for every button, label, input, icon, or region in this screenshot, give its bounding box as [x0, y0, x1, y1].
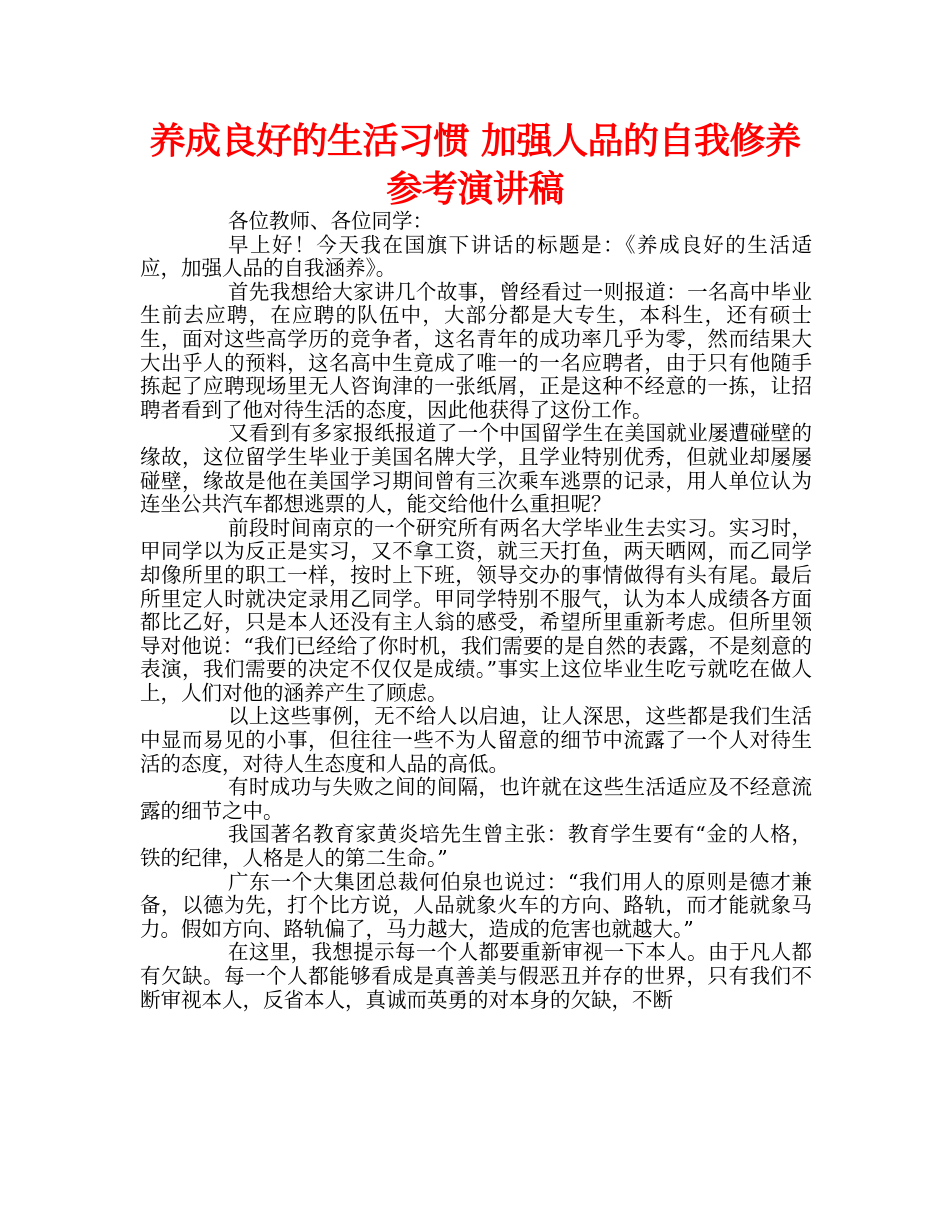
title-line-2: 参考演讲稿 [386, 169, 564, 210]
paragraph-quote-he: 广东一个大集团总裁何伯泉也说过：“我们用人的原则是德才兼备，以德为先，打个比方说，人品就象火车的方向、路轨，而才能就象马力。假如方向、路轨偏了，马力越大，造成的危害也就越大。” [140, 869, 812, 941]
paragraph-story-2: 又看到有多家报纸报道了一个中国留学生在美国就业屡遭碰壁的缘故，这位留学生毕业于美国名牌大学，且学业特别优秀，但就业却屡屡碰壁，缘故是他在美国学习期间曾有三次乘车逃票的记录，用人单位认为连坐公共汽车都想逃票的人，能交给他什么重担呢？ [140, 421, 812, 517]
paragraph-reflection: 以上这些事例，无不给人以启迪，让人深思，这些都是我们生活中显而易见的小事，但往往一些不为人留意的细节中流露了一个人对待生活的态度，对待人生态度和人品的高低。 [140, 704, 812, 776]
title-line-1: 养成良好的生活习惯 加强人品的自我修养 [149, 121, 801, 162]
paragraph-quote-huang: 我国著名教育家黄炎培先生曾主张：教育学生要有“金的人格，铁的纪律，人格是人的第二生命。” [140, 822, 812, 871]
paragraph-story-3: 前段时间南京的一个研究所有两名大学毕业生去实习。实习时，甲同学以为反正是实习，又不拿工资，就三天打鱼，两天晒网，而乙同学却像所里的职工一样，按时上下班，领导交办的事情做得有头有尾。最后所里定人时就决定录用乙同学。甲同学特别不服气，认为本人成绩各方面都比乙好，只是本人还没有主人翁的感受，希望所里重新考虑。但所里领导对他说：“我们已经给了你时机，我们需要的是自然的表露，不是刻意的表演，我们需要的决定不仅仅是成绩。”事实上这位毕业生吃亏就吃在做人上，人们对他的涵养产生了顾虑。 [140, 515, 812, 705]
paragraph-story-1: 首先我想给大家讲几个故事，曾经看过一则报道：一名高中毕业生前去应聘，在应聘的队伍中，大部分都是大专生，本科生，还有硕士生，面对这些高学历的竞争者，这名青年的成功率几乎为零，然而结果大大出乎人的预料，这名高中生竟成了唯一的一名应聘者，由于只有他随手拣起了应聘现场里无人咨询津的一张纸屑，正是这种不经意的一拣，让招聘者看到了他对待生活的态度，因此他获得了这份工作。 [140, 279, 812, 422]
paragraph-self-review: 在这里，我想提示每一个人都要重新审视一下本人。由于凡人都有欠缺。每一个人都能够看成是真善美与假恶丑并存的世界，只有我们不断审视本人，反省本人，真诚而英勇的对本身的欠缺，不断 [140, 940, 812, 1012]
paragraph-greeting: 各位教师、各位同学： [228, 209, 433, 233]
document-title [140, 118, 810, 214]
paragraph-success: 有时成功与失败之间的间隔，也许就在这些生活适应及不经意流露的细节之中。 [140, 775, 812, 823]
document-body [140, 210, 812, 1012]
paragraph-opening: 早上好！今天我在国旗下讲话的标题是：《养成良好的生活适应，加强人品的自我涵养》。 [140, 232, 812, 281]
